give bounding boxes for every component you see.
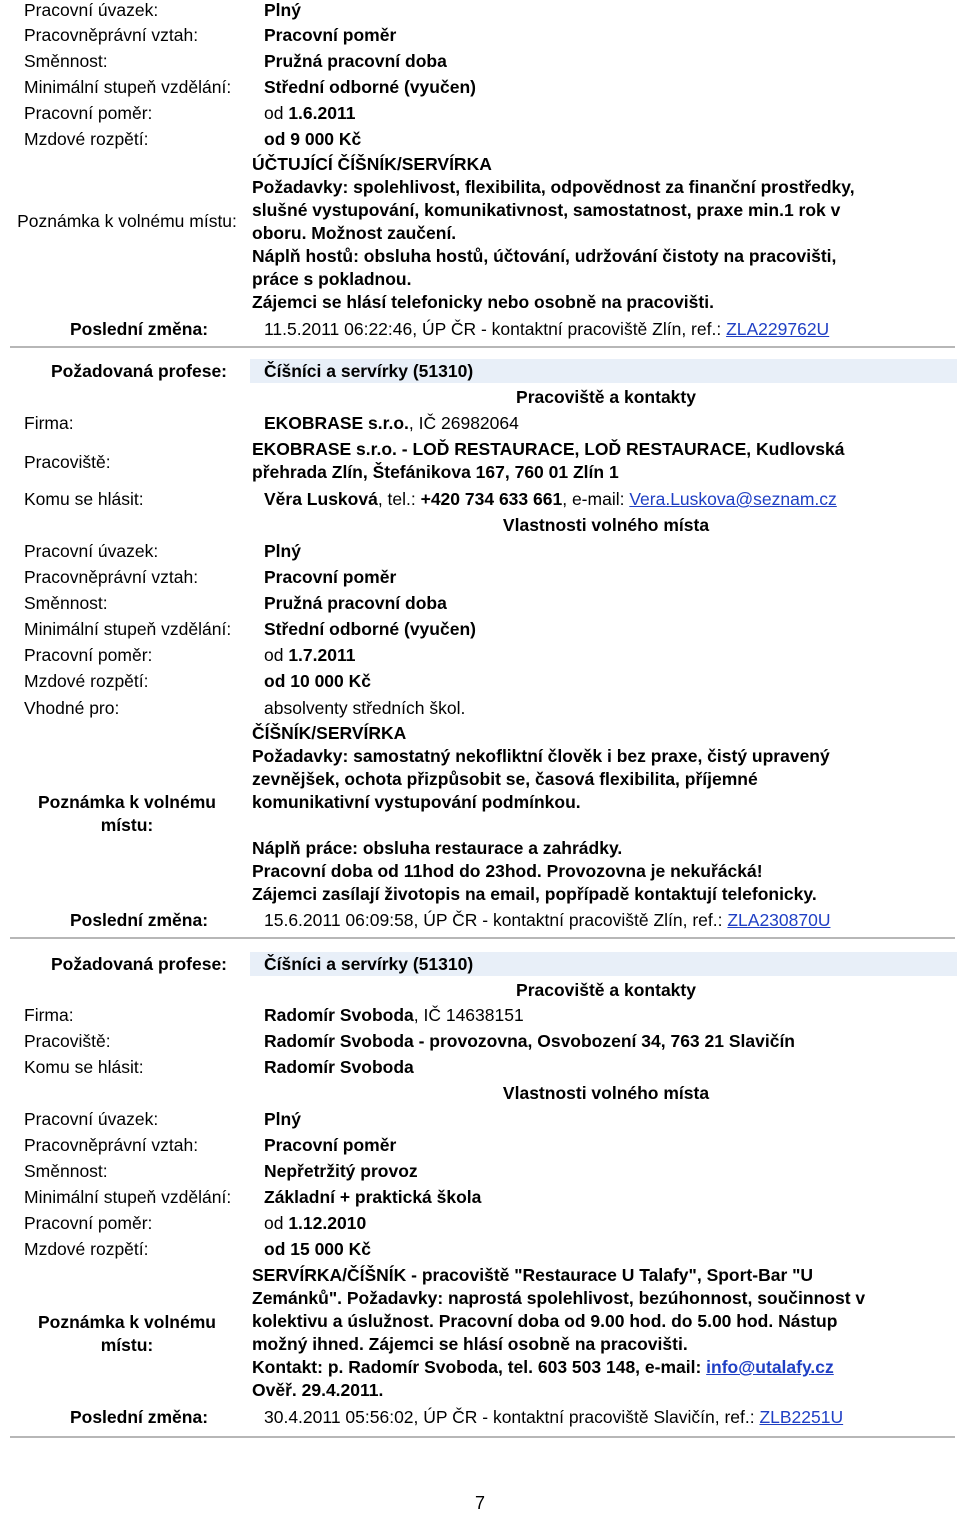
divider <box>10 1436 955 1438</box>
firma-name: EKOBRASE s.r.o. <box>264 413 409 433</box>
label-poznamka: Poznámka k volnému místu: <box>17 211 237 231</box>
value-pomer <box>264 644 355 666</box>
label-pracoviste: Pracoviště: <box>24 1031 111 1051</box>
note-line: Požadavky: samostatný nekofliktní člověk i bez praxe, čistý upravený <box>252 746 830 766</box>
value-vztah: Pracovní poměr <box>264 567 397 587</box>
label-kontakt: Komu se hlásit: <box>24 489 144 509</box>
value-vzdelani: Střední odborné (vyučen) <box>264 77 476 97</box>
value-vhodne: absolventy středních škol. <box>264 698 466 718</box>
value-poznamka <box>252 153 957 314</box>
note-line: Náplň hostů: obsluha hostů, účtování, udržování čistoty na pracovišti, <box>252 246 837 266</box>
label-kontakt: Komu se hlásit: <box>24 1057 144 1077</box>
label-smennost: Směnnost: <box>24 51 108 71</box>
label-pomer: Pracovní poměr: <box>24 103 153 123</box>
section-vlastnosti: Vlastnosti volného místa <box>502 515 710 535</box>
pomer-prefix: od <box>264 103 289 123</box>
firma-ic: , IČ 26982064 <box>408 413 519 433</box>
firma-ic: , IČ 14638151 <box>413 1005 524 1025</box>
kontakt-name: Věra Lusková <box>264 489 378 509</box>
section-kontakty: Pracoviště a kontakty <box>516 980 696 1000</box>
note-line <box>252 1356 957 1379</box>
note-line: oboru. Možnost zaučení. <box>252 223 457 243</box>
note-line: zevnějšek, ochota přizpůsobit se, časová flexibilita, příjemné <box>252 769 758 789</box>
kontakt-tel: +420 734 633 661 <box>420 489 563 509</box>
value-pomer <box>264 102 355 124</box>
note-line: SERVÍRKA/ČÍŠNÍK - pracoviště "Restaurace U Talafy", Sport-Bar "U <box>252 1265 814 1285</box>
value-pomer <box>264 1212 366 1234</box>
note-line <box>252 814 957 837</box>
label-smennost: Směnnost: <box>24 1161 108 1181</box>
email-link[interactable]: Vera.Luskova@seznam.cz <box>629 489 837 509</box>
value-mzda: od 10 000 Kč <box>264 671 371 691</box>
note-line: Požadavky: spolehlivost, flexibilita, odpovědnost za finanční prostředky, <box>252 177 855 197</box>
page-number: 7 <box>474 1493 485 1513</box>
value-mzda: od 15 000 Kč <box>264 1239 371 1259</box>
value-uvazek: Plný <box>264 1109 301 1129</box>
label-profese: Požadovaná profese: <box>50 361 228 381</box>
note-line: ÚČTUJÍCÍ ČÍŠNÍK/SERVÍRKA <box>252 154 492 174</box>
value-firma <box>264 412 519 434</box>
label-vztah: Pracovněprávní vztah: <box>24 1135 199 1155</box>
value-pracoviste: Radomír Svoboda - provozovna, Osvobození 34, 763 21 Slavičín <box>264 1031 795 1051</box>
label-zmena: Poslední změna: <box>69 910 209 930</box>
label-poznamka: Poznámka k volnému místu: <box>38 1312 216 1355</box>
ref-link[interactable]: ZLB2251U <box>759 1407 844 1427</box>
kontakt-mail-label: , e-mail: <box>562 489 630 509</box>
zmena-text: 11.5.2011 06:22:46, ÚP ČR - kontaktní pracoviště Zlín, ref.: <box>264 319 727 339</box>
pomer-date: 1.6.2011 <box>288 103 356 123</box>
ref-link[interactable]: ZLA229762U <box>726 319 830 339</box>
kontakt-tel-label: , tel.: <box>377 489 421 509</box>
zmena-text: 30.4.2011 05:56:02, ÚP ČR - kontaktní pracoviště Slavičín, ref.: <box>264 1407 760 1427</box>
value-poznamka <box>252 1264 957 1402</box>
label-mzda: Mzdové rozpětí: <box>24 1239 149 1259</box>
label-vztah: Pracovněprávní vztah: <box>24 25 199 45</box>
value-smennost: Pružná pracovní doba <box>264 593 447 613</box>
note-line: ČÍŠNÍK/SERVÍRKA <box>252 723 407 743</box>
label-uvazek: Pracovní úvazek: <box>24 541 159 561</box>
value-vzdelani: Střední odborné (vyučen) <box>264 619 476 639</box>
label-firma: Firma: <box>24 1005 74 1025</box>
label-smennost: Směnnost: <box>24 593 108 613</box>
note-line: Zemánků". Požadavky: naprostá spolehlivost, bezúhonnost, součinnost v <box>252 1288 866 1308</box>
divider <box>10 937 955 939</box>
label-vzdelani: Minimální stupeň vzdělání: <box>24 1187 232 1207</box>
pomer-prefix: od <box>264 645 289 665</box>
value-zmena <box>264 318 829 340</box>
label-vhodne: Vhodné pro: <box>24 698 120 718</box>
note-line: práce s pokladnou. <box>252 269 412 289</box>
value-smennost: Nepřetržitý provoz <box>264 1161 418 1181</box>
pomer-date: 1.7.2011 <box>288 645 356 665</box>
label-uvazek: Pracovní úvazek: <box>24 0 159 20</box>
label-zmena: Poslední změna: <box>69 1407 209 1427</box>
label-vzdelani: Minimální stupeň vzdělání: <box>24 619 232 639</box>
value-vztah: Pracovní poměr <box>264 1135 397 1155</box>
label-pomer: Pracovní poměr: <box>24 645 153 665</box>
pracoviste-line: přehrada Zlín, Štefánikova 167, 760 01 Zlín 1 <box>252 462 619 482</box>
note-line: Pracovní doba od 11hod do 23hod. Provozovna je nekuřácká! <box>252 861 763 881</box>
note-line: Ověř. 29.4.2011. <box>252 1380 384 1400</box>
note-line: slušné vystupování, komunikativnost, samostatnost, praxe min.1 rok v <box>252 200 841 220</box>
note-line: možný ihned. Zájemci se hlásí osobně na pracovišti. <box>252 1334 688 1354</box>
label-mzda: Mzdové rozpětí: <box>24 671 149 691</box>
label-zmena: Poslední změna: <box>69 319 209 339</box>
value-vztah: Pracovní poměr <box>264 25 397 45</box>
label-vzdelani: Minimální stupeň vzdělání: <box>24 77 232 97</box>
value-kontakt: Radomír Svoboda <box>264 1057 414 1077</box>
value-firma <box>264 1004 524 1026</box>
value-pracoviste <box>252 438 957 484</box>
label-poznamka: Poznámka k volnému místu: <box>38 792 216 835</box>
value-poznamka <box>252 722 957 906</box>
value-smennost: Pružná pracovní doba <box>264 51 447 71</box>
zmena-text: 15.6.2011 06:09:58, ÚP ČR - kontaktní pracoviště Zlín, ref.: <box>264 910 728 930</box>
email-link[interactable]: info@utalafy.cz <box>706 1357 834 1377</box>
pracoviste-line: EKOBRASE s.r.o. - LOĎ RESTAURACE, LOĎ RESTAURACE, Kudlovská <box>252 439 845 459</box>
note-line: kolektivu a úslužnost. Pracovní doba od 9.00 hod. do 5.00 hod. Nástup <box>252 1311 838 1331</box>
value-vzdelani: Základní + praktická škola <box>264 1187 482 1207</box>
ref-link[interactable]: ZLA230870U <box>727 910 831 930</box>
label-uvazek: Pracovní úvazek: <box>24 1109 159 1129</box>
label-firma: Firma: <box>24 413 74 433</box>
label-vztah: Pracovněprávní vztah: <box>24 567 199 587</box>
note-line: Zájemci se hlásí telefonicky nebo osobně na pracovišti. <box>252 292 714 312</box>
note-line: Zájemci zasílají životopis na email, popřípadě kontaktují telefonicky. <box>252 884 817 904</box>
value-zmena <box>264 1406 843 1428</box>
value-profese: Číšníci a servírky (51310) <box>264 361 474 381</box>
value-profese: Číšníci a servírky (51310) <box>264 954 474 974</box>
note-contact-text: Kontakt: p. Radomír Svoboda, tel. 603 503 148, e-mail: <box>252 1357 707 1377</box>
value-mzda: od 9 000 Kč <box>264 129 362 149</box>
value-uvazek: Plný <box>264 541 301 561</box>
section-vlastnosti: Vlastnosti volného místa <box>502 1083 710 1103</box>
note-line: Náplň práce: obsluha restaurace a zahrádky. <box>252 838 623 858</box>
label-pracoviste: Pracoviště: <box>24 452 111 472</box>
firma-name: Radomír Svoboda <box>264 1005 414 1025</box>
pomer-prefix: od <box>264 1213 289 1233</box>
divider <box>10 346 955 348</box>
label-pomer: Pracovní poměr: <box>24 1213 153 1233</box>
note-line: komunikativní vystupování podmínkou. <box>252 792 581 812</box>
value-kontakt <box>264 488 837 510</box>
label-profese: Požadovaná profese: <box>50 954 228 974</box>
label-mzda: Mzdové rozpětí: <box>24 129 149 149</box>
value-zmena <box>264 909 831 931</box>
pomer-date: 1.12.2010 <box>288 1213 367 1233</box>
value-uvazek: Plný <box>264 0 301 20</box>
section-kontakty: Pracoviště a kontakty <box>516 387 696 407</box>
